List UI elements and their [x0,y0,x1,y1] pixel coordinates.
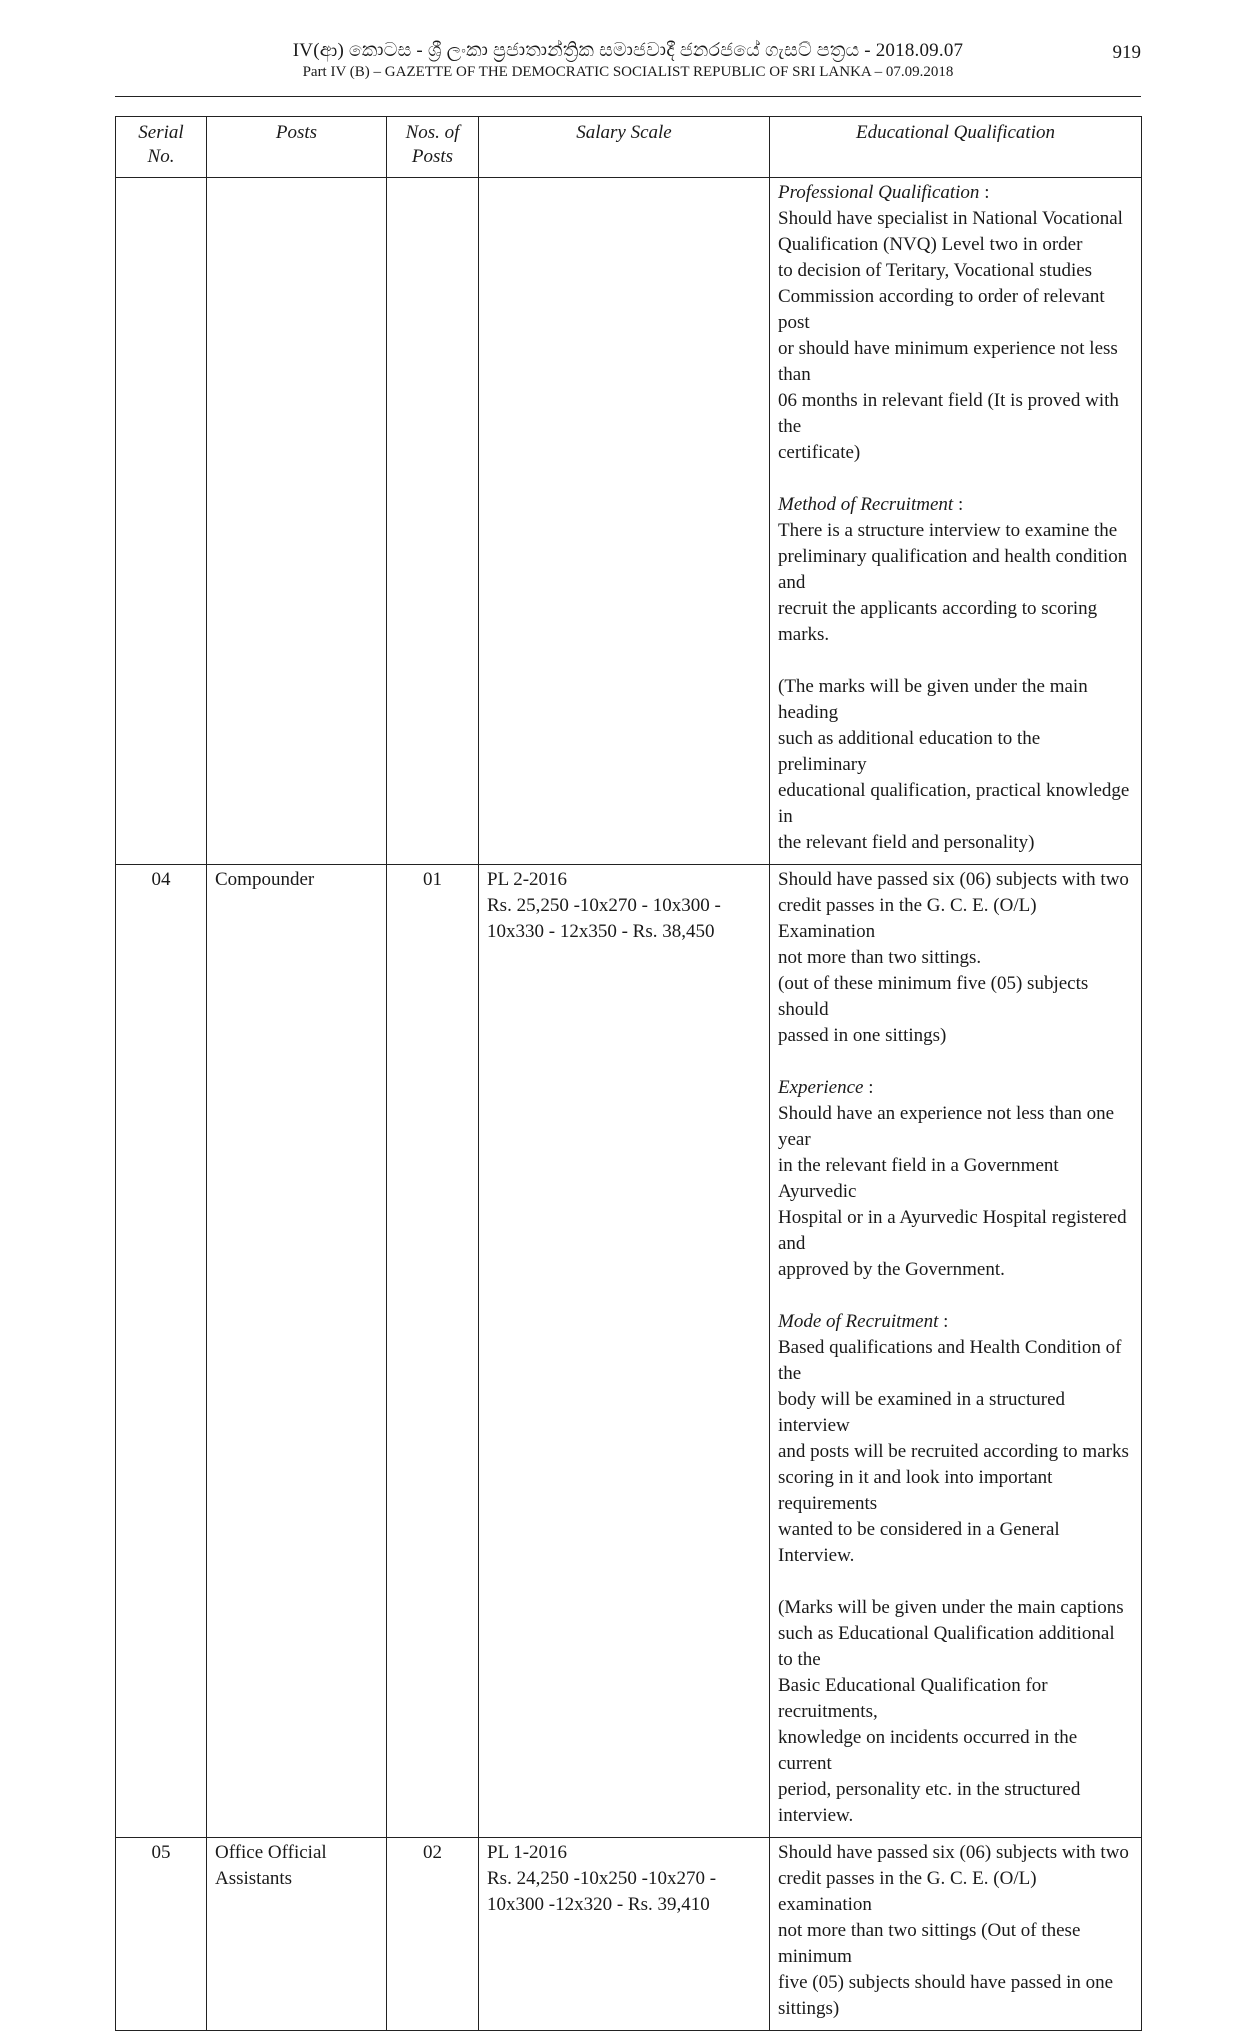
header-english-line: Part IV (B) – GAZETTE OF THE DEMOCRATIC SOCIALIST REPUBLIC OF SRI LANKA – 07.09.2018 [302,64,954,80]
cell-nos: 02 [387,1838,479,2031]
text-line: not more than two sittings (Out of these minimum [778,1920,1081,1967]
cell-serial: 05 [116,1838,207,2031]
cell-edu [770,865,1142,1838]
text-line: scoring in it and look into important requirements [778,1467,1053,1514]
text-line: Rs. 25,250 -10x270 - 10x300 - [487,895,721,916]
text-line: educational qualification, practical knowledge in [778,780,1130,827]
text-line: approved by the Government. [778,1259,1005,1280]
text-line: certificate) [778,442,861,463]
table-row [116,865,1142,1838]
table-row [116,1838,1142,2031]
cell-post [207,178,387,865]
text-line: knowledge on incidents occurred in the current [778,1727,1078,1774]
heading-experience: Experience : [778,1077,874,1098]
col-header-salary: Salary Scale [479,117,770,178]
heading-mode-of-recruitment: Mode of Recruitment : [778,1311,949,1332]
heading-method-of-recruitment: Method of Recruitment : [778,494,964,515]
cell-serial [116,178,207,865]
text-line: 10x330 - 12x350 - Rs. 38,450 [487,921,715,942]
text-line: wanted to be considered in a General Interview. [778,1519,1060,1566]
text-line: period, personality etc. in the structured interview. [778,1779,1081,1826]
text-line: PL 2-2016 [487,869,568,890]
text-line: Should have passed six (06) subjects with two [778,869,1129,890]
text-line: (out of these minimum five (05) subjects should [778,973,1089,1020]
text-line: to decision of Teritary, Vocational studies [778,260,1093,281]
text-line: the relevant field and personality) [778,832,1035,853]
header-sinhala-line: IV(ආ) කොටස - ශ්‍රී ලංකා ප්‍රජාතාන්ත්‍රික සමාජවාදී ජනරජයේ ගැසට් පත්‍රය - 2018.09.07 [292,40,964,61]
col-header-nos: Nos. of Posts [387,117,479,178]
text-line: Hospital or in a Ayurvedic Hospital registered and [778,1207,1127,1254]
text-line: credit passes in the G. C. E. (O/L) Examination [778,895,1037,942]
cell-salary [479,1838,770,2031]
table-header-row [116,117,1142,178]
text-line: credit passes in the G. C. E. (O/L) examination [778,1868,1037,1915]
cell-edu [770,1838,1142,2031]
col-header-serial: Serial No. [116,117,207,178]
text-line: Office Official [215,1842,327,1863]
text-line: (Marks will be given under the main captions [778,1597,1124,1618]
cell-salary [479,178,770,865]
text-line: Qualification (NVQ) Level two in order [778,234,1083,255]
text-line: Commission according to order of relevant post [778,286,1105,333]
col-header-edu: Educational Qualification [770,117,1142,178]
heading-professional-qualification: Professional Qualification : [778,182,990,203]
text-line: such as Educational Qualification additional to the [778,1623,1115,1670]
cell-post: Compounder [207,865,387,1838]
text-line: passed in one sittings) [778,1025,947,1046]
header-rule [115,96,1141,97]
text-line: five (05) subjects should have passed in one [778,1972,1114,1993]
col-header-posts: Posts [207,117,387,178]
cell-edu [770,178,1142,865]
cell-salary [479,865,770,1838]
text-line: preliminary qualification and health condition and [778,546,1128,593]
text-line: body will be examined in a structured interview [778,1389,1066,1436]
text-line: or should have minimum experience not less than [778,338,1118,385]
posts-table [115,116,1142,2031]
text-line: sittings) [778,1998,840,2019]
text-line: PL 1-2016 [487,1842,568,1863]
text-line: Should have passed six (06) subjects with two [778,1842,1129,1863]
table-row-continued [116,178,1142,865]
page-number: 919 [1112,42,1141,63]
text-line: in the relevant field in a Government Ayurvedic [778,1155,1059,1202]
text-line: and posts will be recruited according to marks [778,1441,1129,1462]
text-line: (The marks will be given under the main heading [778,676,1088,723]
cell-nos [387,178,479,865]
text-line: 10x300 -12x320 - Rs. 39,410 [487,1894,710,1915]
text-line: Assistants [215,1868,293,1889]
text-line: recruit the applicants according to scoring marks. [778,598,1098,645]
text-line: There is a structure interview to examine the [778,520,1118,541]
text-line: not more than two sittings. [778,947,982,968]
page-header [115,40,1141,82]
text-line: Should have an experience not less than one year [778,1103,1115,1150]
text-line: Basic Educational Qualification for recruitments, [778,1675,1048,1722]
cell-nos: 01 [387,865,479,1838]
cell-post [207,1838,387,2031]
text-line: 06 months in relevant field (It is proved with the [778,390,1119,437]
text-line: such as additional education to the preliminary [778,728,1041,775]
text-line: Rs. 24,250 -10x250 -10x270 - [487,1868,717,1889]
text-line: Based qualifications and Health Condition of the [778,1337,1122,1384]
cell-serial: 04 [116,865,207,1838]
text-line: Should have specialist in National Vocational [778,208,1123,229]
